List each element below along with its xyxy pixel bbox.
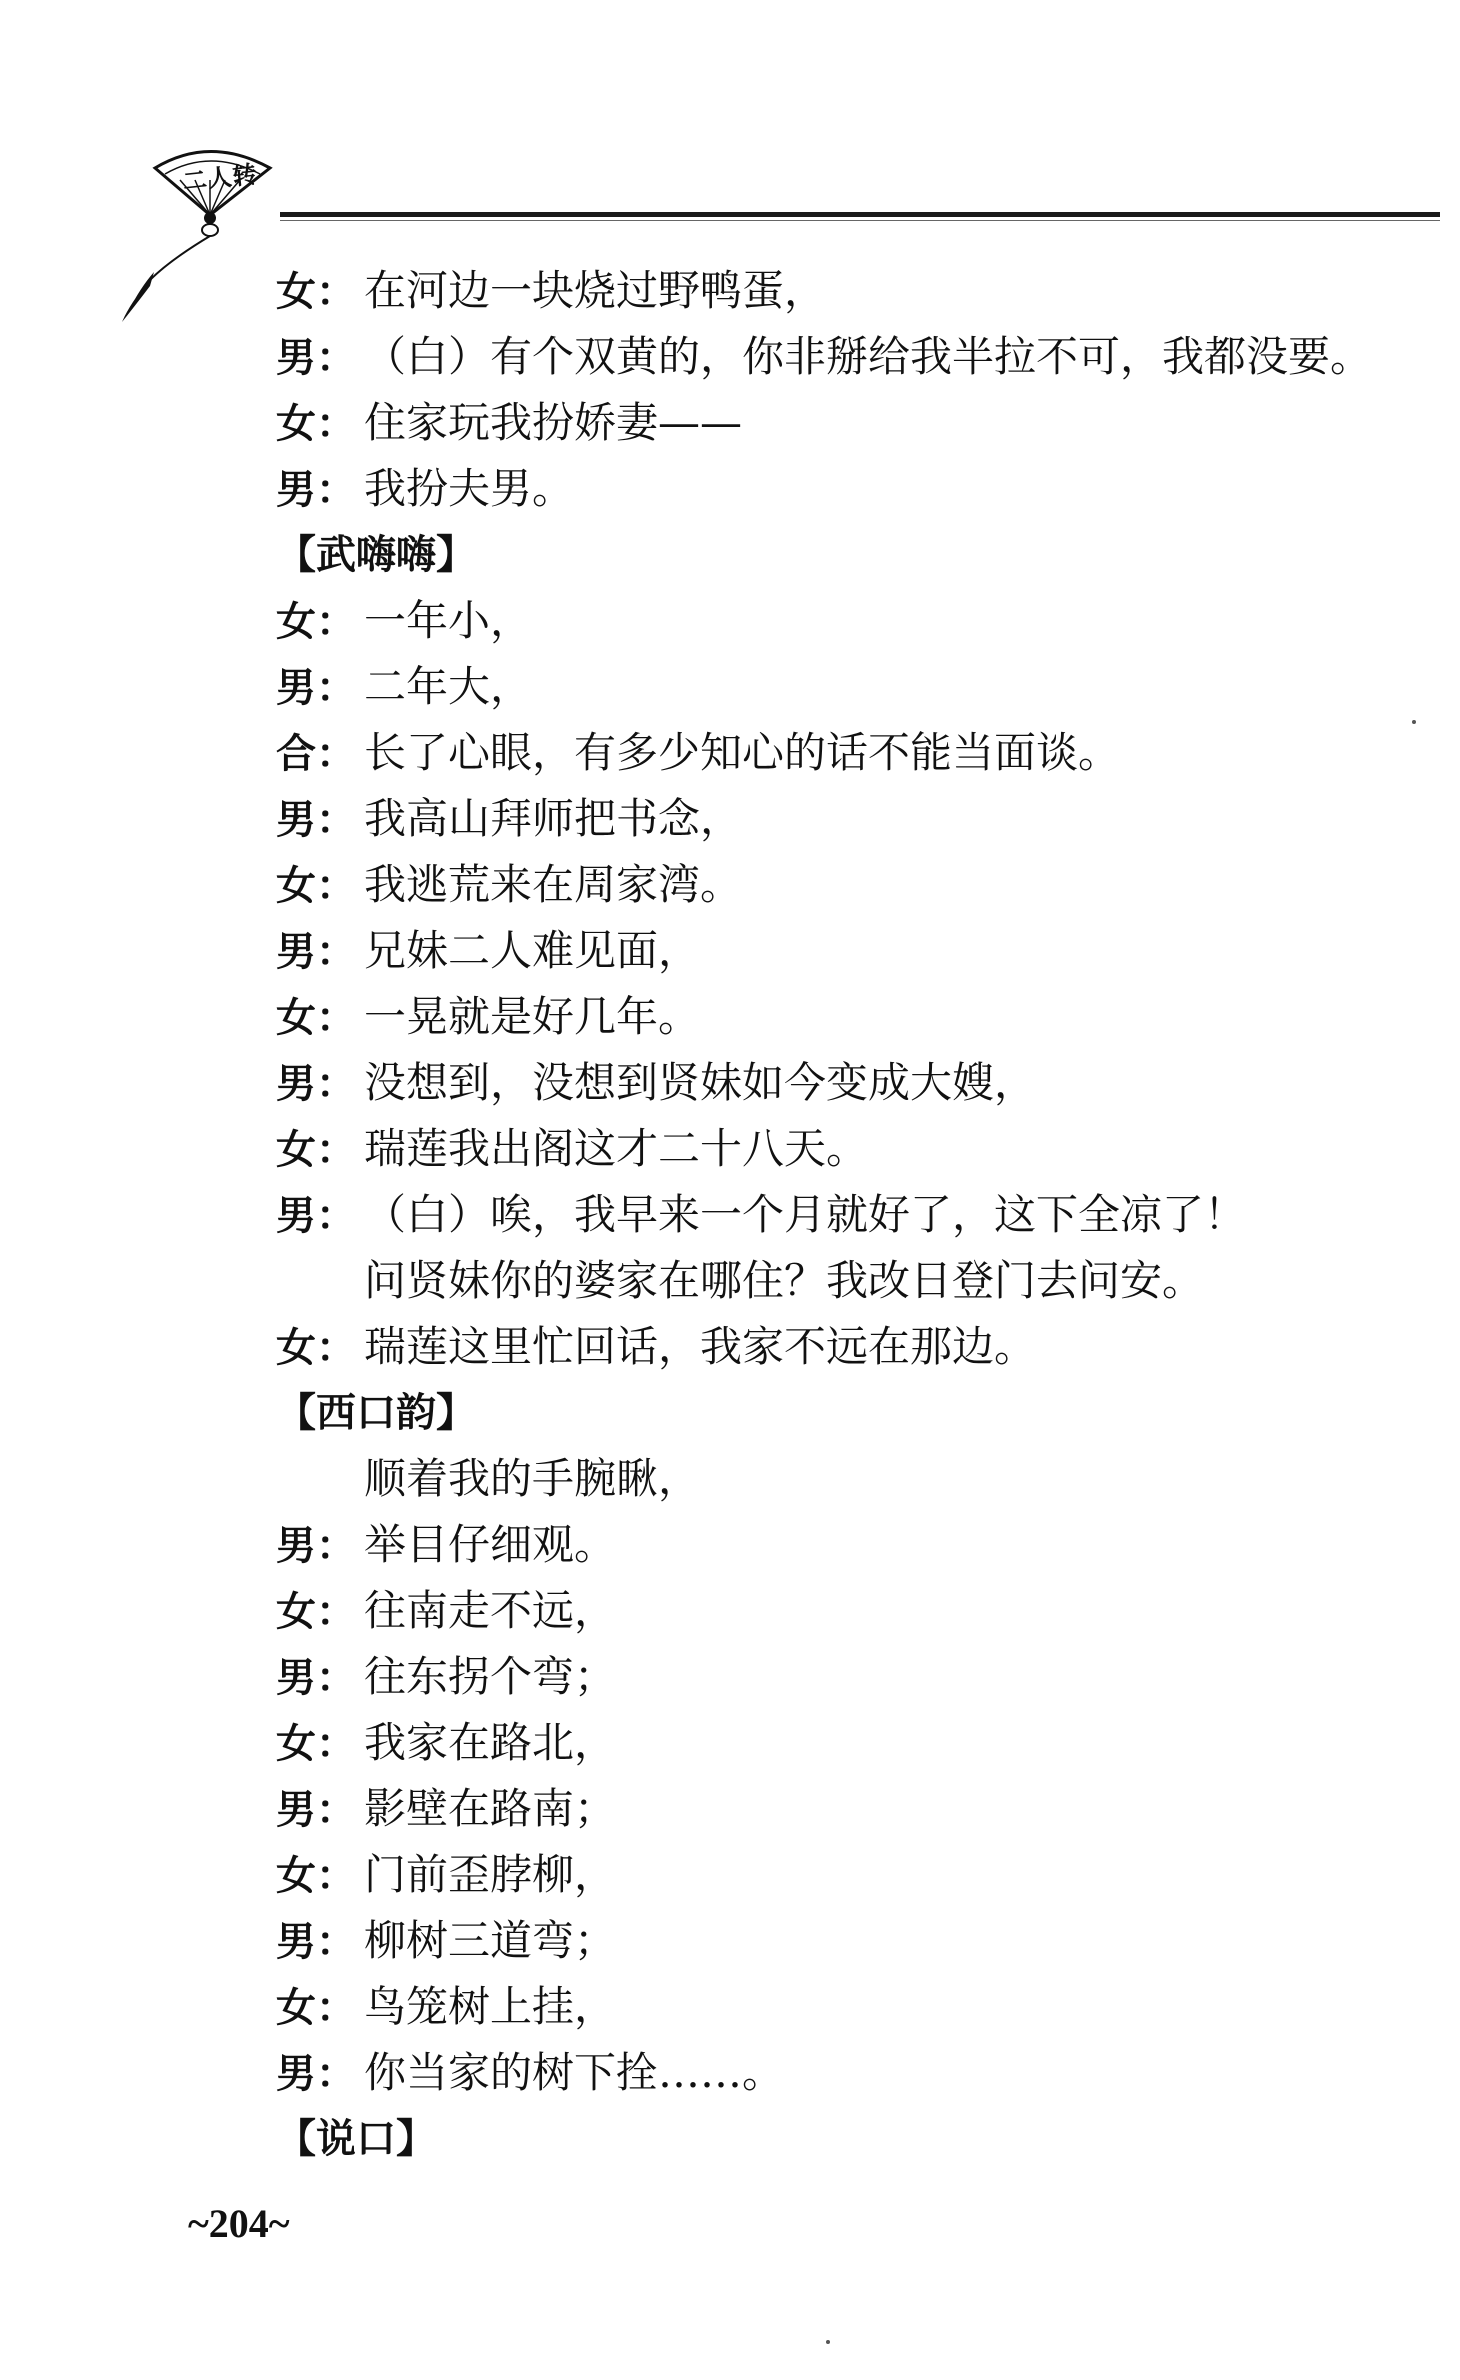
dialogue-line [276,588,1436,654]
dialogue-text: 你当家的树下拴……。 [364,2048,785,2097]
speaker-label: 男： [276,1061,356,1107]
dialogue-text: 住家玩我扮娇妻—— [364,398,743,447]
dialogue-text: 举目仔细观。 [364,1520,617,1569]
speaker-label: 男： [276,1523,356,1569]
dialogue-text: 门前歪脖柳， [364,1850,617,1899]
dialogue-line [276,654,1436,720]
dialogue-line [276,984,1436,1050]
speaker-label: 女： [276,1853,356,1899]
speaker-label: 女： [276,1985,356,2031]
section-heading: 【西口韵】 [276,1390,476,1436]
dialogue-text: 一年小， [364,596,533,645]
dialogue-text: 往东拐个弯； [364,1652,617,1701]
speaker-label: 男： [276,467,356,513]
speaker-label: 女： [276,1325,356,1371]
speaker-label: 男： [276,797,356,843]
section-heading: 【武嗨嗨】 [276,532,476,578]
speaker-label: 女： [276,269,356,315]
dialogue-line [276,258,1436,324]
dialogue-line [276,1116,1436,1182]
dialogue-line [276,1050,1436,1116]
scan-speck [826,2340,830,2344]
page-number: ~204~ [188,2201,290,2246]
dialogue-line [276,1314,1436,1380]
dialogue-text: 我家在路北， [364,1718,617,1767]
speaker-label: 合： [276,731,356,777]
dialogue-text: 柳树三道弯； [364,1916,617,1965]
dialogue-line [276,1446,1436,1512]
dialogue-line [276,720,1436,786]
dialogue-line [276,390,1436,456]
dialogue-line [276,1644,1436,1710]
scan-speck [1412,720,1416,724]
dialogue-text: （白）有个双黄的，你非掰给我半拉不可，我都没要。 [364,332,1373,381]
dialogue-line [276,1182,1436,1248]
speaker-label: 女： [276,863,356,909]
dialogue-text: 我扮夫男。 [364,464,575,513]
speaker-label: 男： [276,665,356,711]
speaker-label: 女： [276,401,356,447]
dialogue-text: 顺着我的手腕瞅， [364,1454,701,1503]
dialogue-line [276,918,1436,984]
dialogue-line [276,1908,1436,1974]
dialogue-line [276,1512,1436,1578]
dialogue-text: 影壁在路南； [364,1784,617,1833]
dialogue-text: 长了心眼，有多少知心的话不能当面谈。 [364,728,1121,777]
dialogue-line [276,1842,1436,1908]
speaker-label: 男： [276,335,356,381]
speaker-label: 男： [276,1655,356,1701]
dialogue-text: 在河边一块烧过野鸭蛋， [364,266,827,315]
speaker-label: 女： [276,1721,356,1767]
dialogue-line [276,1974,1436,2040]
dialogue-text: 没想到，没想到贤妹如今变成大嫂， [364,1058,1037,1107]
speaker-label: 女： [276,1127,356,1173]
script-body [276,258,1436,2172]
dialogue-text: 我高山拜师把书念， [364,794,743,843]
dialogue-text: 瑞莲这里忙回话，我家不远在那边。 [364,1322,1037,1371]
dialogue-line [276,2040,1436,2106]
speaker-label: 女： [276,599,356,645]
section-heading: 【说口】 [276,2116,436,2162]
dialogue-line [276,786,1436,852]
speaker-label: 女： [276,995,356,1041]
dialogue-line [276,852,1436,918]
dialogue-line [276,456,1436,522]
dialogue-text: 问贤妹你的婆家在哪住？我改日登门去问安。 [364,1256,1205,1305]
dialogue-line [276,1710,1436,1776]
header-rule [280,212,1440,217]
speaker-label: 男： [276,2051,356,2097]
speaker-label: 男： [276,1919,356,1965]
dialogue-text: 往南走不远， [364,1586,617,1635]
dialogue-text: 二年大， [364,662,533,711]
speaker-label: 男： [276,1787,356,1833]
dialogue-line [276,1776,1436,1842]
dialogue-text: 鸟笼树上挂， [364,1982,617,2031]
header-rule-thin [280,220,1440,221]
dialogue-text: （白）唉，我早来一个月就好了，这下全凉了！ [364,1190,1247,1239]
header-title: 二人转 [181,159,260,196]
dialogue-text: 兄妹二人难见面， [364,926,701,975]
dialogue-line [276,1248,1436,1314]
dialogue-line [276,1578,1436,1644]
dialogue-text: 我逃荒来在周家湾。 [364,860,743,909]
dialogue-text: 一晃就是好几年。 [364,992,701,1041]
dialogue-line [276,324,1436,390]
speaker-label: 男： [276,1193,356,1239]
dialogue-text: 瑞莲我出阁这才二十八天。 [364,1124,869,1173]
speaker-label: 女： [276,1589,356,1635]
speaker-label: 男： [276,929,356,975]
